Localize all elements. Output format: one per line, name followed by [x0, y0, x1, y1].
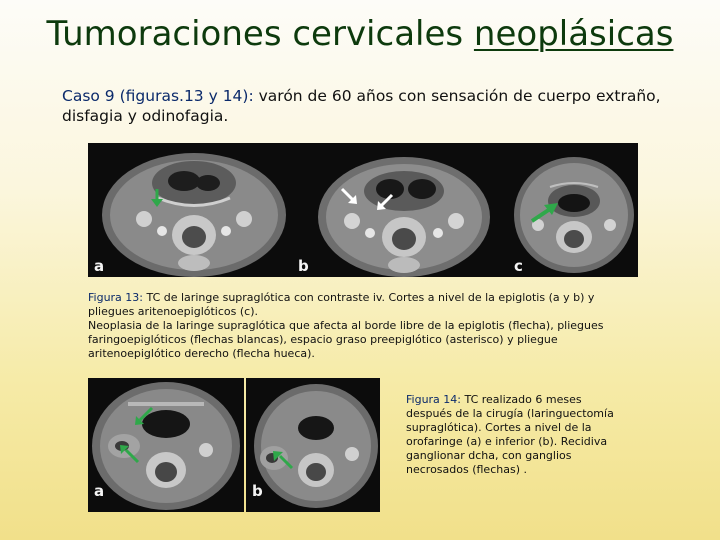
panel-label: b	[252, 482, 263, 500]
caption-paragraph	[88, 291, 628, 319]
case-text: varón de 60 años con sensación de cuerpo extraño, disfagia y odinofagia.	[62, 87, 661, 125]
caption-paragraph: Neoplasia de la laringe supraglótica que afecta al borde libre de la epiglotis (flecha), pliegues faringoepiglóticos (flechas blancas), espacio graso preepiglótico (asterisco) y pliegue aritenoepiglótico derecho (flecha hueca).	[88, 319, 604, 360]
figure14-panel-b	[246, 378, 380, 512]
case-description	[62, 86, 662, 126]
figure13-panel-a	[88, 143, 300, 277]
white-arrow-icon	[340, 187, 360, 207]
panel-label: a	[94, 257, 105, 275]
title-main: Tumoraciones cervicales	[46, 14, 474, 54]
panel-label: a	[94, 482, 105, 500]
caption-line1: TC de laringe supraglótica con contraste iv. Cortes a nivel de la epiglotis (a y b) y pliegues aritenoepiglóticos (c).	[88, 291, 595, 318]
figure13-caption	[88, 291, 628, 361]
figure14-panel-a	[88, 378, 244, 512]
panel-label: c	[514, 257, 523, 275]
caption-text: TC realizado 6 meses después de la cirugía (laringuectomía supraglótica). Cortes a nivel de la orofaringe (a) e inferior (b). Recidiva ganglionar dcha, con ganglios necrosados (flechas) .	[406, 393, 614, 476]
ct-scan-icon	[88, 143, 300, 277]
figure13-panel-c	[510, 143, 638, 277]
figure13-panel-b	[298, 143, 510, 277]
title-underlined: neoplásicas	[473, 14, 674, 54]
hollow-arrow-icon	[530, 201, 560, 223]
caption-lead: Figura 13:	[88, 291, 143, 304]
figure14-caption	[406, 393, 630, 477]
page-title	[0, 14, 720, 54]
arrow-icon	[132, 406, 154, 428]
arrow-icon	[118, 442, 140, 464]
caption-lead: Figura 14:	[406, 393, 461, 406]
panel-label: b	[298, 257, 309, 275]
ct-scan-icon	[88, 378, 244, 512]
ct-scan-icon	[298, 143, 510, 277]
ct-scan-icon	[246, 378, 380, 512]
case-lead: Caso 9 (figuras.13 y 14):	[62, 87, 254, 105]
arrow-icon	[270, 448, 294, 472]
arrow-icon	[146, 187, 168, 209]
white-arrow-icon	[374, 193, 394, 213]
